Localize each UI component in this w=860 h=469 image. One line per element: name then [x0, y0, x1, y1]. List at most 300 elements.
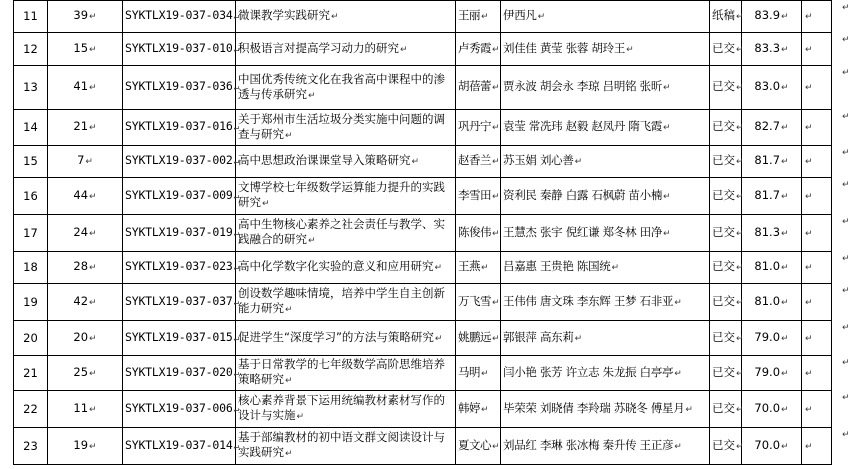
member-names [501, 284, 710, 321]
paragraph-mark-icon: ↵ [574, 157, 582, 167]
table-row [14, 215, 832, 252]
project-title [233, 178, 456, 215]
paragraph-mark-icon: ↵ [537, 12, 545, 22]
paragraph-mark-icon: ↵ [492, 297, 500, 308]
member-names-text: 伊西凡 [503, 8, 537, 22]
host-name [456, 391, 501, 428]
paragraph-mark-icon: ↵ [736, 191, 744, 202]
empty-cell [802, 356, 832, 391]
project-number [48, 146, 123, 178]
paragraph-mark-icon: ↵ [736, 157, 744, 167]
project-code [123, 33, 239, 66]
paragraph-mark-icon: ↵ [842, 323, 850, 333]
member-names-text: 袁莹 常冼玮 赵毅 赵凤丹 隋飞霞 [503, 119, 663, 133]
host-name [456, 1, 501, 33]
paragraph-mark-icon: ↵ [842, 112, 850, 122]
project-code-text: SYKTLX19-037-019 [125, 224, 233, 239]
row-index [14, 321, 48, 356]
score [742, 356, 802, 391]
paragraph-mark-icon: ↵ [233, 157, 239, 167]
row-index [14, 110, 48, 146]
project-number [48, 391, 123, 428]
paragraph-mark-icon: ↵ [805, 263, 813, 273]
member-names [501, 66, 710, 110]
project-title [233, 66, 456, 110]
paragraph-mark-icon: ↵ [781, 263, 789, 273]
project-title-text: 关于郑州市生活垃圾分类实施中问题的调查与研究 [238, 111, 445, 141]
paragraph-mark-icon: ↵ [842, 430, 850, 440]
project-title-text: 核心素养背景下运用统编教材素材写作的设计与实施 [238, 393, 445, 422]
paragraph-mark-icon: ↵ [685, 404, 693, 415]
host-name [456, 146, 501, 178]
project-title-text: 中国优秀传统文化在我省高中课程中的渗透与传承研究 [238, 71, 445, 101]
project-number-text: 44 [73, 187, 89, 202]
project-title [233, 428, 456, 465]
member-names [501, 428, 710, 465]
empty-cell [802, 33, 832, 66]
paragraph-mark-icon: ↵ [736, 123, 744, 133]
member-names [501, 146, 710, 178]
row-index-text: 13 [23, 80, 38, 94]
project-code [123, 252, 239, 284]
row-index [14, 33, 48, 66]
paragraph-mark-icon: ↵ [233, 44, 239, 55]
submission-status-text: 已交 [712, 187, 735, 202]
project-code [123, 110, 239, 146]
score-text: 81.0 [754, 293, 781, 308]
project-number-text: 7 [77, 153, 85, 167]
project-code-text: SYKTLX19-037-036 [125, 79, 233, 93]
paragraph-mark-icon: ↵ [233, 83, 239, 93]
score-text: 83.9 [754, 8, 781, 22]
row-index [14, 146, 48, 178]
project-title [233, 215, 456, 252]
paragraph-mark-icon: ↵ [285, 449, 293, 459]
paragraph-mark-icon: ↵ [805, 83, 813, 93]
paragraph-mark-icon: ↵ [492, 228, 500, 239]
project-code [123, 356, 239, 391]
paragraph-mark-icon: ↵ [674, 441, 682, 452]
project-number-text: 41 [73, 79, 89, 93]
member-names-text: 刘品红 李琳 张冰梅 秦升传 王正彦 [503, 437, 674, 452]
score-text: 81.7 [754, 153, 781, 167]
project-number [48, 252, 123, 284]
paragraph-mark-icon: ↵ [663, 123, 671, 133]
paragraph-mark-icon: ↵ [492, 157, 500, 167]
row-index-text: 15 [23, 154, 38, 168]
paragraph-mark-icon: ↵ [233, 368, 239, 379]
paragraph-mark-icon: ↵ [308, 90, 316, 101]
project-code-text: SYKTLX19-037-010 [125, 40, 233, 55]
project-number-text: 15 [73, 40, 89, 55]
project-title-text: 微课教学实践研究 [238, 8, 330, 22]
score [742, 66, 802, 110]
row-index-text: 14 [23, 120, 38, 134]
project-title [233, 356, 456, 391]
table-row [14, 428, 832, 465]
table-row [14, 391, 832, 428]
paragraph-mark-icon: ↵ [781, 297, 789, 308]
member-names [501, 1, 710, 33]
host-name-text: 李雪田 [458, 187, 491, 202]
score-text: 79.0 [754, 329, 781, 344]
project-number [48, 110, 123, 146]
paragraph-mark-icon: ↵ [736, 404, 744, 415]
paragraph-mark-icon: ↵ [781, 157, 789, 167]
score [742, 215, 802, 252]
paragraph-mark-icon: ↵ [842, 180, 850, 190]
paragraph-mark-icon: ↵ [805, 191, 813, 202]
paragraph-mark-icon: ↵ [805, 368, 813, 379]
paragraph-mark-icon: ↵ [89, 333, 97, 344]
project-title-text: 基于日常教学的七年级数学高阶思维培养策略研究 [238, 357, 445, 386]
project-number [48, 1, 123, 33]
score [742, 33, 802, 66]
host-name [456, 428, 501, 465]
paragraph-mark-icon: ↵ [805, 123, 813, 133]
row-index-text: 23 [23, 438, 38, 453]
paragraph-mark-icon: ↵ [781, 191, 789, 202]
paragraph-mark-icon: ↵ [674, 368, 682, 379]
host-name-text: 胡蓓蕾 [458, 79, 491, 93]
paragraph-mark-icon: ↵ [781, 368, 789, 379]
paragraph-mark-icon: ↵ [781, 83, 789, 93]
paragraph-mark-icon: ↵ [89, 12, 97, 22]
paragraph-mark-icon: ↵ [492, 83, 500, 93]
project-title-text: 促进学生“深度学习”的方法与策略研究 [238, 329, 434, 344]
member-names-text: 闫小艳 张芳 许立志 朱龙振 白亭亭 [503, 364, 674, 379]
paragraph-mark-icon: ↵ [481, 12, 489, 22]
row-index-text: 16 [23, 188, 38, 203]
project-number [48, 66, 123, 110]
paragraph-mark-icon: ↵ [411, 157, 420, 167]
paragraph-mark-icon: ↵ [89, 83, 97, 93]
submission-status [710, 391, 742, 428]
paragraph-mark-icon: ↵ [805, 228, 813, 239]
project-code-text: SYKTLX19-037-002 [125, 153, 233, 167]
score-text: 79.0 [754, 364, 781, 379]
paragraph-mark-icon: ↵ [781, 404, 789, 415]
project-title [233, 1, 456, 33]
submission-status [710, 356, 742, 391]
member-names-text: 吕嘉惠 王贵艳 陈国统 [503, 259, 611, 273]
table-row [14, 321, 832, 356]
host-name-text: 万飞雪 [458, 293, 491, 308]
row-index-text: 22 [23, 401, 38, 416]
row-index [14, 356, 48, 391]
score [742, 321, 802, 356]
paragraph-mark-icon: ↵ [663, 191, 671, 202]
host-name [456, 284, 501, 321]
score [742, 178, 802, 215]
score [742, 252, 802, 284]
score [742, 428, 802, 465]
paragraph-mark-icon: ↵ [842, 217, 850, 227]
member-names [501, 178, 710, 215]
paragraph-mark-icon: ↵ [89, 297, 97, 308]
empty-cell [802, 215, 832, 252]
paragraph-mark-icon: ↵ [481, 404, 489, 415]
paragraph-mark-icon: ↵ [842, 148, 850, 158]
paragraph-mark-icon: ↵ [842, 393, 850, 403]
host-name-text: 王燕 [458, 259, 480, 273]
paragraph-mark-icon: ↵ [262, 199, 270, 209]
paragraph-mark-icon: ↵ [781, 228, 789, 239]
host-name-text: 姚鹏远 [458, 329, 491, 344]
score-text: 82.7 [754, 119, 781, 133]
project-code [123, 66, 239, 110]
paragraph-mark-icon: ↵ [574, 333, 582, 344]
project-title-text: 高中化学数字化实验的意义和应用研究 [238, 259, 434, 273]
project-title-text: 高中生物核心素养之社会责任与教学、实践融合的研究 [238, 217, 445, 246]
paragraph-mark-icon: ↵ [736, 263, 744, 273]
row-index-text: 18 [23, 260, 38, 274]
paragraph-mark-icon: ↵ [89, 123, 97, 133]
host-name [456, 110, 501, 146]
member-names-text: 资利民 秦静 白露 石枫蔚 苗小楠 [503, 187, 663, 202]
project-title-text: 创设数学趣味情境，培养中学生自主创新能力研究 [238, 286, 445, 315]
paragraph-mark-icon: ↵ [89, 44, 97, 55]
score-text: 70.0 [754, 437, 781, 452]
member-names [501, 252, 710, 284]
paragraph-mark-icon: ↵ [233, 263, 239, 273]
project-number-text: 20 [73, 329, 89, 344]
member-names [501, 391, 710, 428]
paragraph-mark-icon: ↵ [805, 157, 813, 167]
score-text: 81.7 [754, 187, 781, 202]
project-code [123, 1, 239, 33]
paragraph-mark-icon: ↵ [400, 44, 408, 55]
submission-status [710, 284, 742, 321]
paragraph-mark-icon: ↵ [805, 333, 813, 344]
submission-status [710, 33, 742, 66]
paragraph-mark-icon: ↵ [781, 441, 789, 452]
paragraph-mark-icon: ↵ [674, 297, 682, 308]
project-number-text: 24 [73, 224, 89, 239]
paragraph-mark-icon: ↵ [434, 333, 443, 344]
row-index-text: 19 [23, 294, 38, 309]
project-number [48, 178, 123, 215]
host-name [456, 178, 501, 215]
paragraph-mark-icon: ↵ [805, 404, 813, 415]
paragraph-mark-icon: ↵ [492, 44, 500, 55]
submission-status [710, 66, 742, 110]
empty-cell [802, 66, 832, 110]
project-number-text: 42 [73, 293, 89, 308]
empty-cell [802, 110, 832, 146]
table-row [14, 146, 832, 178]
member-names [501, 321, 710, 356]
row-index-text: 17 [23, 225, 38, 240]
paragraph-mark-icon: ↵ [85, 157, 93, 167]
paragraph-mark-icon: ↵ [89, 263, 97, 273]
paragraph-mark-icon: ↵ [233, 123, 239, 133]
row-index [14, 391, 48, 428]
project-code [123, 321, 239, 356]
empty-cell [802, 178, 832, 215]
paragraph-mark-icon: ↵ [233, 12, 239, 22]
table-row [14, 33, 832, 66]
project-number [48, 33, 123, 66]
paragraph-mark-icon: ↵ [736, 228, 744, 239]
paragraph-mark-icon: ↵ [626, 44, 634, 55]
submission-status-text: 已交 [712, 400, 735, 415]
submission-status-text: 已交 [712, 119, 735, 133]
table-row [14, 284, 832, 321]
score-text: 83.0 [754, 79, 781, 93]
host-name [456, 33, 501, 66]
row-index [14, 178, 48, 215]
project-number-text: 25 [73, 364, 89, 379]
paragraph-mark-icon: ↵ [89, 368, 97, 379]
row-index [14, 66, 48, 110]
paragraph-mark-icon: ↵ [611, 263, 619, 273]
paragraph-mark-icon: ↵ [331, 12, 339, 22]
project-title-text: 基于部编教材的初中语文群文阅读设计与实践研究 [238, 430, 445, 459]
paragraph-mark-icon: ↵ [736, 12, 744, 22]
empty-cell [802, 391, 832, 428]
project-number [48, 215, 123, 252]
project-code-text: SYKTLX19-037-009 [125, 187, 233, 202]
member-names-text: 贾永波 胡会永 李琼 吕明铭 张昕 [503, 79, 663, 93]
row-index-text: 12 [23, 41, 38, 56]
member-names [501, 110, 710, 146]
member-names-text: 郭银萍 高东莉 [503, 329, 574, 344]
paragraph-mark-icon: ↵ [781, 333, 789, 344]
paragraph-mark-icon: ↵ [233, 404, 239, 415]
submission-status-text: 已交 [712, 79, 735, 93]
host-name-text: 陈俊伟 [458, 224, 491, 239]
paragraph-mark-icon: ↵ [842, 358, 850, 368]
project-title [233, 321, 456, 356]
project-code [123, 428, 239, 465]
table-row [14, 1, 832, 33]
table-row [14, 110, 832, 146]
project-code-text: SYKTLX19-037-020 [125, 364, 233, 379]
member-names [501, 215, 710, 252]
paragraph-mark-icon: ↵ [736, 83, 744, 93]
empty-cell [802, 146, 832, 178]
submission-status [710, 321, 742, 356]
project-code [123, 178, 239, 215]
host-name-text: 赵香兰 [458, 153, 491, 167]
project-code [123, 391, 239, 428]
project-code-text: SYKTLX19-037-037 [125, 293, 233, 308]
host-name [456, 215, 501, 252]
paragraph-mark-icon: ↵ [233, 441, 239, 452]
score-text: 70.0 [754, 400, 781, 415]
row-index [14, 252, 48, 284]
project-code [123, 215, 239, 252]
project-code-text: SYKTLX19-037-034 [125, 8, 233, 22]
project-code-text: SYKTLX19-037-015 [125, 329, 233, 344]
project-title-text: 文博学校七年级数学运算能力提升的实践研究 [238, 180, 445, 209]
paragraph-mark-icon: ↵ [663, 228, 671, 239]
paragraph-mark-icon: ↵ [285, 376, 293, 386]
paragraph-mark-icon: ↵ [492, 191, 500, 202]
paragraph-mark-icon: ↵ [805, 441, 813, 452]
submission-status-text: 已交 [712, 364, 735, 379]
empty-cell [802, 252, 832, 284]
paragraph-mark-icon: ↵ [736, 333, 744, 344]
project-title [233, 252, 456, 284]
project-title [233, 284, 456, 321]
submission-status [710, 252, 742, 284]
row-index-text: 11 [23, 9, 38, 23]
submission-status-text: 已交 [712, 153, 735, 167]
project-number-text: 39 [73, 8, 89, 22]
project-code-text: SYKTLX19-037-023 [125, 259, 233, 273]
paragraph-mark-icon: ↵ [805, 12, 813, 22]
paragraph-mark-icon: ↵ [285, 305, 293, 315]
score [742, 391, 802, 428]
submission-status [710, 110, 742, 146]
member-names [501, 33, 710, 66]
paragraph-mark-icon: ↵ [481, 368, 489, 379]
paragraph-mark-icon: ↵ [492, 123, 500, 133]
submission-status [710, 428, 742, 465]
paragraph-mark-icon: ↵ [481, 263, 489, 273]
paragraph-mark-icon: ↵ [805, 297, 813, 308]
project-number [48, 284, 123, 321]
score-text: 83.3 [754, 40, 781, 55]
host-name-text: 马明 [458, 364, 480, 379]
score-text: 81.0 [754, 259, 781, 273]
host-name-text: 韩婷 [458, 400, 480, 415]
paragraph-mark-icon: ↵ [233, 191, 239, 202]
table-row [14, 66, 832, 110]
paragraph-mark-icon: ↵ [89, 404, 97, 415]
submission-status [710, 146, 742, 178]
project-number-text: 19 [73, 437, 89, 452]
host-name [456, 321, 501, 356]
paragraph-mark-icon: ↵ [296, 412, 305, 422]
submission-status-text: 已交 [712, 437, 735, 452]
paragraph-mark-icon: ↵ [736, 44, 744, 55]
results-table [13, 0, 832, 465]
host-name [456, 356, 501, 391]
submission-status-text: 已交 [712, 293, 735, 308]
project-code-text: SYKTLX19-037-016 [125, 119, 233, 133]
member-names [501, 356, 710, 391]
project-number [48, 321, 123, 356]
host-name-text: 王丽 [458, 8, 480, 22]
paragraph-mark-icon: ↵ [781, 123, 789, 133]
paragraph-mark-icon: ↵ [805, 44, 813, 55]
table-row [14, 178, 832, 215]
paragraph-mark-icon: ↵ [842, 35, 850, 45]
paragraph-mark-icon: ↵ [842, 3, 850, 13]
submission-status-text: 已交 [712, 224, 735, 239]
paragraph-mark-icon: ↵ [308, 236, 316, 246]
paragraph-mark-icon: ↵ [842, 68, 850, 78]
host-name-text: 卢秀霞 [458, 40, 491, 55]
table-row [14, 252, 832, 284]
paragraph-mark-icon: ↵ [842, 254, 850, 264]
member-names-text: 刘佳佳 黄莹 张蓉 胡玲王 [503, 40, 626, 55]
row-index [14, 1, 48, 33]
score [742, 284, 802, 321]
empty-cell [802, 428, 832, 465]
paragraph-mark-icon: ↵ [89, 228, 97, 239]
project-title-text: 积极语言对提高学习动力的研究 [238, 40, 399, 55]
score [742, 146, 802, 178]
paragraph-mark-column [838, 0, 860, 469]
project-code [123, 146, 239, 178]
empty-cell [802, 1, 832, 33]
host-name-text: 巩丹宁 [458, 119, 491, 133]
paragraph-mark-icon: ↵ [233, 228, 239, 239]
